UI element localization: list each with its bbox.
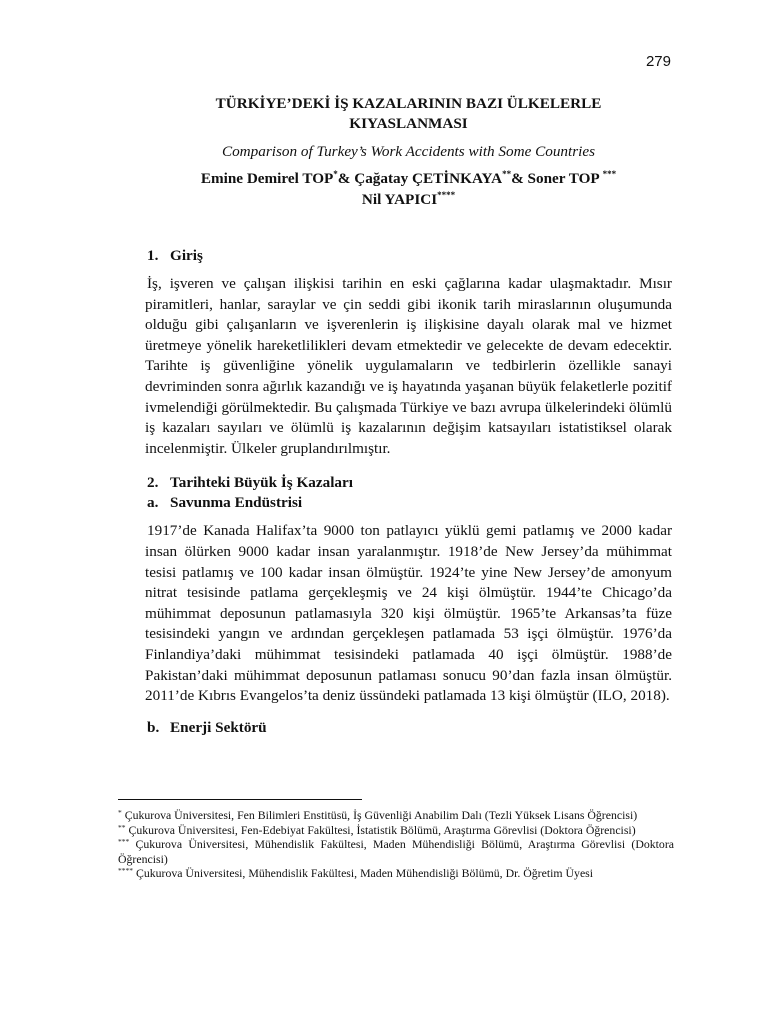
- subsection-letter: b.: [147, 718, 160, 736]
- article-body: [145, 94, 672, 738]
- section-heading-history: [145, 473, 672, 493]
- title-line-1: TÜRKİYE’DEKİ İŞ KAZALARININ BAZI ÜLKELERLE: [215, 95, 602, 112]
- author-line-1: [145, 168, 672, 189]
- footnote-mark: **: [118, 822, 126, 832]
- author-separator: &: [337, 170, 355, 187]
- page-number: 279: [645, 53, 671, 70]
- author-line-2: [145, 189, 672, 210]
- author-name: Soner TOP: [527, 170, 599, 187]
- section-number: 2.: [147, 474, 159, 492]
- paragraph-intro: İş, işveren ve çalışan ilişkisi tarihin en eski çağlarına kadar ulaşmaktadır. Mısır piramitleri, hanlar, saraylar ve çin seddi gibi ikonik tarih miraslarının oluşumunda olduğu gibi çalışanların ve işverenlerin iş ilişkisine dayalı olarak mal ve hizmet üretmeye yönelik hareketlilikleri devam etmektedir ve gelecekte de devam edecektir. Tarihte iş güvenliğine yönelik uygulamaların ve tedbirlerin özellikle sanayi devriminden sonra ağırlık kazandığı ve iş hayatında yaşanan büyük felaketlerle pozitif ivmelendiği görülmektedir. Bu çalışmada Türkiye ve bazı avrupa ülkelerindeki ölümlü iş kazaları sayıları ve ölümlü iş kazalarının değişim katsayıları istatistiksel olarak incelenmiştir. Ülkeler gruplandırılmıştır.: [145, 275, 672, 457]
- footnote: [118, 837, 674, 866]
- footnote-mark: *: [118, 808, 122, 817]
- article-subtitle: Comparison of Turkey’s Work Accidents with Some Countries: [221, 143, 596, 160]
- author-separator: &: [511, 170, 528, 187]
- section-title: Giriş: [170, 247, 203, 264]
- article-title: [145, 94, 672, 134]
- section-heading-intro: [145, 246, 672, 266]
- author-list: [145, 168, 672, 210]
- subsection-letter: a.: [147, 494, 159, 512]
- subsection-heading-energy: [145, 718, 672, 738]
- author-name: Emine Demirel TOP: [200, 170, 334, 187]
- footnote-mark: ****: [118, 866, 133, 875]
- footnote: [118, 866, 674, 881]
- title-line-2: KIYASLANMASI: [349, 115, 468, 132]
- footnote-divider: [118, 799, 362, 800]
- author-mark: ***: [602, 169, 617, 179]
- footnote-text: Çukurova Üniversitesi, Mühendislik Fakültesi, Maden Mühendisliği Bölümü, Araştırma Görevlisi (Doktora Öğrencisi): [118, 837, 674, 866]
- author-mark: **: [502, 169, 512, 179]
- author-name: Nil YAPICI: [361, 191, 438, 208]
- subsection-title: Savunma Endüstrisi: [170, 494, 303, 512]
- author-name: Çağatay ÇETİNKAYA: [354, 170, 503, 187]
- section-title: Tarihteki Büyük İş Kazaları: [170, 474, 353, 492]
- author-mark: ****: [437, 190, 456, 200]
- footnote-text: Çukurova Üniversitesi, Fen Bilimleri Enstitüsü, İş Güvenliği Anabilim Dalı (Tezli Yüksek Lisans Öğrencisi): [121, 808, 638, 822]
- subsection-title: Enerji Sektörü: [170, 718, 267, 736]
- paragraph-defense: 1917’de Kanada Halifax’ta 9000 ton patlayıcı yüklü gemi patlamış ve 2000 kadar insan ölürken 9000 kadar insan yaralanmıştır. 1918’de New Jersey’da mühimmat tesisi patlamış ve 100 kadar insan ölmüştür. 1924’te yine New Jersey’de amonyum nitrat tesisinde patlama gerçekleşmiş ve 24 kişi ölmüştür. 1944’te Chicago’da mühimmat deposunun patlamasıyla 320 kişi ölmüştür. 1965’te Arkansas’ta füze tesisindeki yangın ve ardından gerçekleşen patlamada 53 işçi ölmüştür. 1976’da Finlandiya’daki mühimmat tesisindeki patlamada 40 işçi ölmüştür. 1988’de Pakistan’daki mühimmat deposunun patlaması sonucu 90’dan fazla insan ölmüştür. 2011’de Kıbrıs Evangelos’ta deniz üssündeki patlamada 13 kişi ölmüştür (ILO, 2018).: [145, 522, 672, 705]
- footnote-text: Çukurova Üniversitesi, Fen-Edebiyat Fakültesi, İstatistik Bölümü, Araştırma Görevlisi (Doktora Öğrencisi): [125, 822, 636, 837]
- author-mark: *: [333, 169, 338, 179]
- section-number: 1.: [147, 247, 159, 264]
- footnote: [118, 808, 674, 823]
- subsection-heading-defense: [145, 493, 672, 513]
- footnote-mark: ***: [118, 837, 130, 846]
- footnote: [118, 823, 674, 838]
- footnote-text: Çukurova Üniversitesi, Mühendislik Fakültesi, Maden Mühendisliği Bölümü, Dr. Öğretim Üyesi: [133, 866, 594, 880]
- footnotes: [118, 799, 674, 881]
